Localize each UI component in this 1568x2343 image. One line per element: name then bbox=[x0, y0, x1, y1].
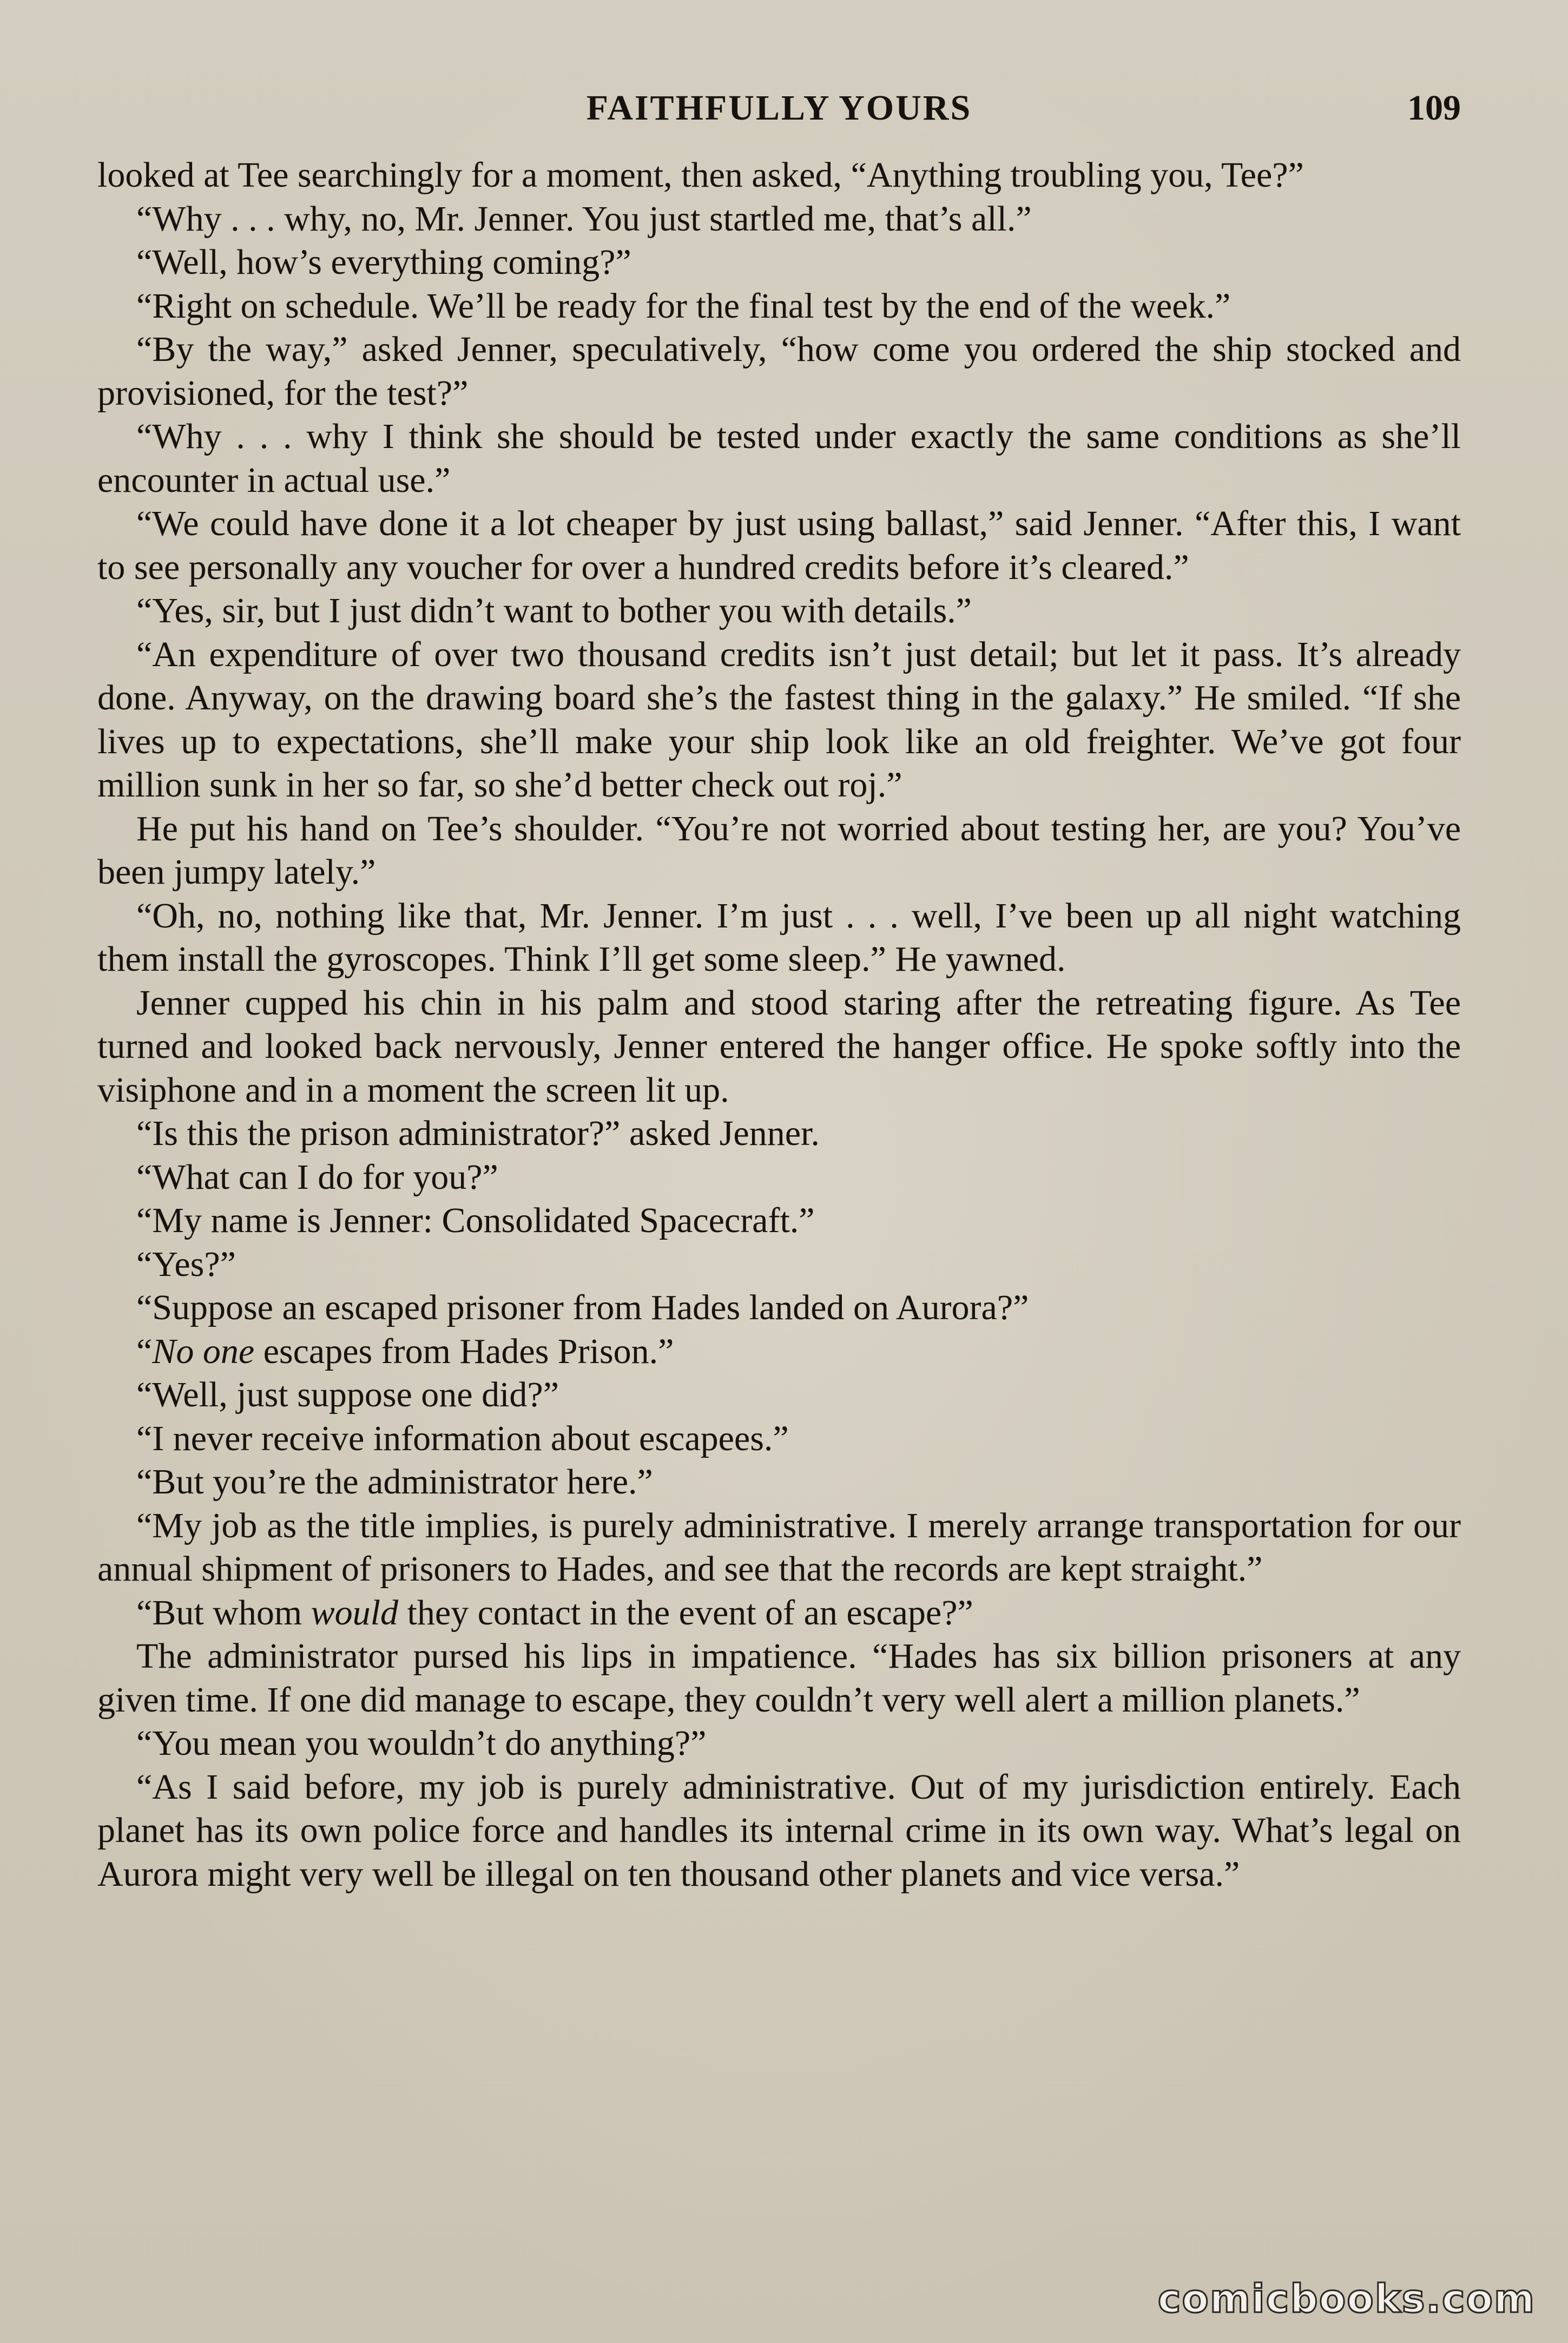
paragraph: looked at Tee searchingly for a moment, then asked, “Anything troubling you, Tee?” bbox=[97, 155, 1304, 195]
body-text bbox=[97, 154, 1461, 1896]
paragraph-rest: escapes from Hades Prison.” bbox=[254, 1331, 674, 1371]
paragraph: “I never receive information about escapees.” bbox=[136, 1418, 789, 1458]
page-header bbox=[97, 81, 1461, 135]
paragraph: “An expenditure of over two thousand credits isn’t just detail; but let it pass. It’s already done. Anyway, on the drawing board she’s the fastest thing in the galaxy.” He smiled. “If she lives up to expectations, she’ll make your ship look like an old freighter. We’ve got four million sunk in her so far, so she’d better check out roj.” bbox=[97, 634, 1461, 805]
paragraph: The administrator pursed his lips in impatience. “Hades has six billion prisoners at any given time. If one did manage to escape, they couldn’t very well alert a million planets.” bbox=[97, 1636, 1461, 1720]
running-head: FAITHFULLY YOURS bbox=[586, 88, 972, 128]
page-number: 109 bbox=[1407, 88, 1461, 128]
paragraph: “But you’re the administrator here.” bbox=[136, 1462, 653, 1502]
paragraph: “We could have done it a lot cheaper by just using ballast,” said Jenner. “After this, I want to see personally any voucher for over a hundred credits before it’s cleared.” bbox=[97, 504, 1461, 587]
paragraph bbox=[97, 1330, 1461, 1374]
paragraph: “Oh, no, nothing like that, Mr. Jenner. I’m just . . . well, I’ve been up all night watching them install the gyroscopes. Think I’ll get some sleep.” He yawned. bbox=[97, 896, 1461, 979]
paragraph: “By the way,” asked Jenner, speculatively, “how come you ordered the ship stocked and provisioned, for the test?” bbox=[97, 330, 1461, 413]
paragraph: “Yes?” bbox=[136, 1244, 236, 1284]
paragraph: “Right on schedule. We’ll be ready for the final test by the end of the week.” bbox=[136, 286, 1231, 326]
paragraph: “My name is Jenner: Consolidated Spacecraft.” bbox=[136, 1201, 815, 1240]
paragraph: “My job as the title implies, is purely administrative. I merely arrange transportation for our annual shipment of prisoners to Hades, and see that the records are kept straight.” bbox=[97, 1505, 1461, 1589]
emphasis: No one bbox=[152, 1331, 255, 1371]
paragraph: “Is this the prison administrator?” asked Jenner. bbox=[136, 1114, 820, 1153]
paragraph: “As I said before, my job is purely administrative. Out of my jurisdiction entirely. Each planet has its own police force and handles its internal crime in its own way. What’s legal on Aurora might very well be illegal on ten thousand other planets and vice versa.” bbox=[97, 1767, 1461, 1894]
paragraph-start: “But whom bbox=[136, 1592, 311, 1633]
paragraph: “Why . . . why, no, Mr. Jenner. You just startled me, that’s all.” bbox=[136, 199, 1032, 239]
paragraph: “What can I do for you?” bbox=[136, 1157, 498, 1197]
paragraph: He put his hand on Tee’s shoulder. “You’re not worried about testing her, are you? You’ve been jumpy lately.” bbox=[97, 808, 1461, 892]
watermark: comicbooks.com bbox=[1157, 2276, 1536, 2321]
paragraph: “Well, how’s everything coming?” bbox=[136, 242, 631, 282]
paragraph: “Well, just suppose one did?” bbox=[136, 1375, 559, 1414]
emphasis: would bbox=[311, 1592, 399, 1633]
paragraph: “Yes, sir, but I just didn’t want to bother you with details.” bbox=[136, 591, 972, 630]
paragraph: “Suppose an escaped prisoner from Hades landed on Aurora?” bbox=[136, 1288, 1029, 1327]
paragraph: “You mean you wouldn’t do anything?” bbox=[136, 1723, 707, 1763]
paragraph: Jenner cupped his chin in his palm and stood staring after the retreating figure. As Tee turned and looked back nervously, Jenner entered the hanger office. He spoke softly into the visiphone and in a moment the screen lit up. bbox=[97, 983, 1461, 1110]
paragraph-rest: they contact in the event of an escape?” bbox=[398, 1592, 973, 1633]
quote-open: “ bbox=[136, 1331, 153, 1371]
paragraph bbox=[97, 1591, 1461, 1635]
paragraph: “Why . . . why I think she should be tested under exactly the same conditions as she’ll encounter in actual use.” bbox=[97, 417, 1461, 500]
